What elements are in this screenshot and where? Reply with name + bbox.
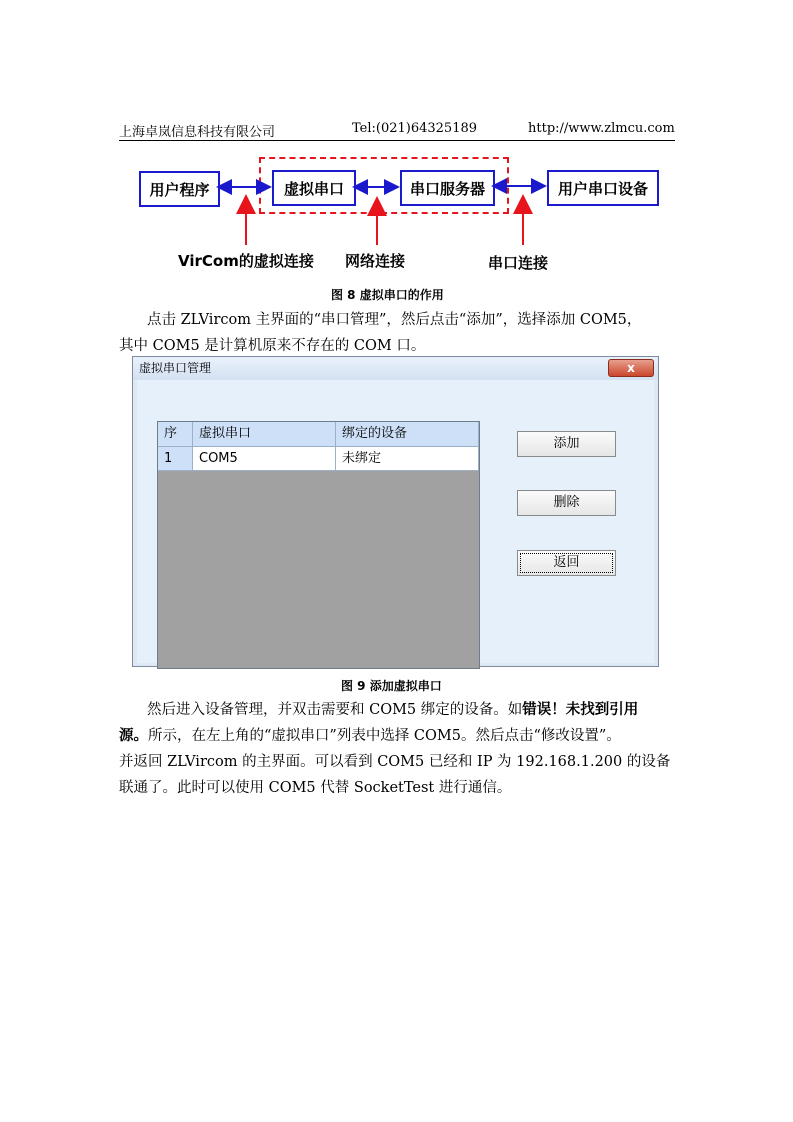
close-button[interactable]: x [608,359,654,377]
col-header-device[interactable]: 绑定的设备 [336,422,479,447]
paragraph-2 [119,697,675,801]
back-button[interactable]: 返回 [517,550,616,576]
figure-8-caption: 图 8 虚拟串口的作用 [331,288,444,302]
label-vircom-link: VirCom的虚拟连接 [178,252,314,270]
para2-error-ref-end: 源。 [119,728,148,744]
row-index[interactable]: 1 [158,447,193,471]
figure-9-caption: 图 9 添加虚拟串口 [341,679,442,693]
para1-line2: 其中 COM5 是计算机原来不存在的 COM 口。 [119,338,426,354]
para2-line2 [119,723,675,749]
diagram-arrows [0,0,793,280]
row-port[interactable]: COM5 [193,447,336,471]
paragraph-1 [119,307,675,359]
para2-l2-text: 所示，在左上角的“虚拟串口”列表中选择 COM5。然后点击“修改设置”。 [148,728,621,744]
label-serial-link: 串口连接 [488,254,549,272]
delete-button[interactable]: 删除 [517,490,616,516]
add-button[interactable]: 添加 [517,431,616,457]
row-device[interactable]: 未绑定 [336,447,479,471]
box-virtual-port: 虚拟串口 [272,170,356,206]
para2-error-ref: 错误！未找到引用 [522,702,639,718]
box-serial-server: 串口服务器 [400,170,495,206]
dialog-body [137,380,654,663]
para1-line1: 点击 ZLVircom 主界面的“串口管理”，然后点击“添加”，选择添加 COM5， [147,312,642,328]
header-url: http://www.zlmcu.com [528,121,675,136]
para2-line3: 并返回 ZLVircom 的主界面。可以看到 COM5 已经和 IP 为 192.168.1.200 的设备 [119,754,671,770]
col-header-index[interactable]: 序 [158,422,193,447]
para2-l1-text: 然后进入设备管理，并双击需要和 COM5 绑定的设备。如 [147,702,523,718]
header-company: 上海卓岚信息科技有限公司 [119,125,276,140]
para2-line1 [119,697,675,723]
header-tel: Tel:(021)64325189 [352,121,478,136]
box-user-serial-device: 用户串口设备 [547,170,659,206]
col-header-port[interactable]: 虚拟串口 [193,422,336,447]
para2-line4: 联通了。此时可以使用 COM5 代替 SocketTest 进行通信。 [119,780,512,796]
port-list-grid [157,421,480,669]
dialog-title: 虚拟串口管理 [133,357,658,380]
box-user-program: 用户程序 [139,171,220,207]
virtual-port-dialog [132,356,659,667]
label-network-link: 网络连接 [345,252,406,270]
